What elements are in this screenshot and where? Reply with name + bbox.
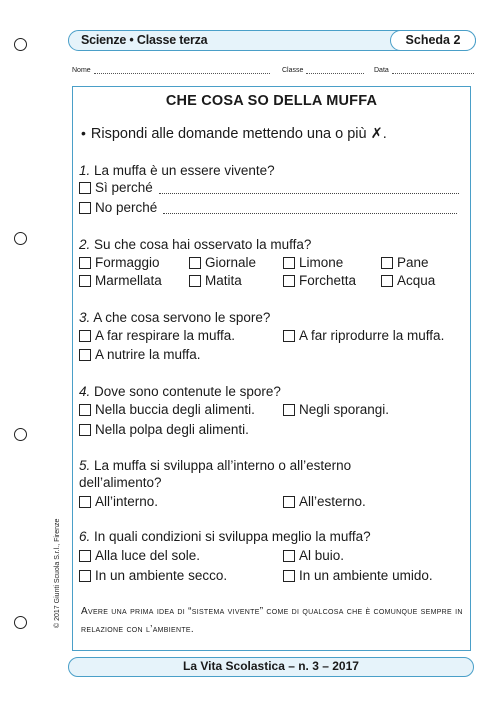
worksheet-box [72,86,471,651]
binder-hole-3 [14,428,27,441]
checkbox[interactable] [283,275,295,287]
question-2: 2. Su che cosa hai osservato la muffa? [79,237,312,252]
option-formaggio[interactable]: Formaggio [79,255,160,270]
sheet-label: Scheda 2 [390,30,476,51]
option-polpa[interactable]: Nella polpa degli alimenti. [79,422,249,437]
option-nutrire[interactable]: A nutrire la muffa. [79,347,201,362]
checkbox[interactable] [79,182,91,194]
footer-bar: La Vita Scolastica – n. 3 – 2017 [68,657,474,677]
checkbox[interactable] [79,404,91,416]
option-riprodurre[interactable]: A far riprodurre la muffa. [283,328,444,343]
teacher-note: Avere una prima idea di “sistema vivente” come di qualcosa che è comunque sempre in relazione con l’ambiente. [81,606,463,635]
option-giornale[interactable]: Giornale [189,255,256,270]
checkbox[interactable] [79,330,91,342]
option-buio[interactable]: Al buio. [283,548,344,563]
checkbox[interactable] [381,257,393,269]
checkbox[interactable] [79,257,91,269]
checkbox[interactable] [79,550,91,562]
checkbox[interactable] [283,257,295,269]
option-limone[interactable]: Limone [283,255,343,270]
checkbox[interactable] [79,349,91,361]
instruction-text: Rispondi alle domande mettendo una o più ✗. [90,126,387,142]
date-label: Data [374,67,389,74]
option-interno[interactable]: All’interno. [79,494,158,509]
student-fields [72,67,476,79]
option-esterno[interactable]: All’esterno. [283,494,366,509]
class-field[interactable] [282,67,364,74]
checkbox[interactable] [79,496,91,508]
binder-hole-4 [14,616,27,629]
copyright-text: © 2017 Giunti Scuola S.r.l., Firenze [54,518,61,628]
question-4: 4. Dove sono contenute le spore? [79,384,281,399]
option-si-perche[interactable]: Sì perché [79,180,459,195]
question-6: 6. In quali condizioni si sviluppa meglio la muffa? [79,529,371,544]
option-respirare[interactable]: A far respirare la muffa. [79,328,235,343]
checkbox[interactable] [79,570,91,582]
question-3: 3. A che cosa servono le spore? [79,310,271,325]
worksheet-title: CHE COSA SO DELLA MUFFA [165,93,378,109]
option-sporangi[interactable]: Negli sporangi. [283,402,389,417]
checkbox[interactable] [283,550,295,562]
bullet: • [81,125,86,141]
name-field[interactable] [72,67,270,74]
question-5: 5. La muffa si sviluppa all’interno o all’esterno [79,458,352,473]
question-1: 1. La muffa è un essere vivente? [79,163,275,178]
checkbox[interactable] [79,202,91,214]
date-field[interactable] [374,67,474,74]
checkbox[interactable] [79,424,91,436]
option-pane[interactable]: Pane [381,255,429,270]
checkbox[interactable] [79,275,91,287]
checkbox[interactable] [283,496,295,508]
checkbox[interactable] [283,570,295,582]
name-label: Nome [72,67,91,74]
checkbox[interactable] [189,275,201,287]
option-marmellata[interactable]: Marmellata [79,273,162,288]
class-label: Classe [282,67,304,74]
question-5-continued: dell’alimento? [79,475,162,490]
instruction [81,125,387,142]
answer-line[interactable] [159,182,459,194]
binder-hole-1 [14,38,27,51]
option-acqua[interactable]: Acqua [381,273,435,288]
answer-line[interactable] [163,202,457,214]
option-ambiente-umido[interactable]: In un ambiente umido. [283,568,433,583]
header-bar [68,30,476,51]
option-ambiente-secco[interactable]: In un ambiente secco. [79,568,227,583]
binder-hole-2 [14,232,27,245]
checkbox[interactable] [283,330,295,342]
checkbox[interactable] [189,257,201,269]
option-forchetta[interactable]: Forchetta [283,273,356,288]
option-luce-sole[interactable]: Alla luce del sole. [79,548,200,563]
option-matita[interactable]: Matita [189,273,242,288]
checkbox[interactable] [283,404,295,416]
checkbox[interactable] [381,275,393,287]
subject-label: Scienze • Classe terza [81,33,208,47]
option-buccia[interactable]: Nella buccia degli alimenti. [79,402,255,417]
option-no-perche[interactable]: No perché [79,200,457,215]
